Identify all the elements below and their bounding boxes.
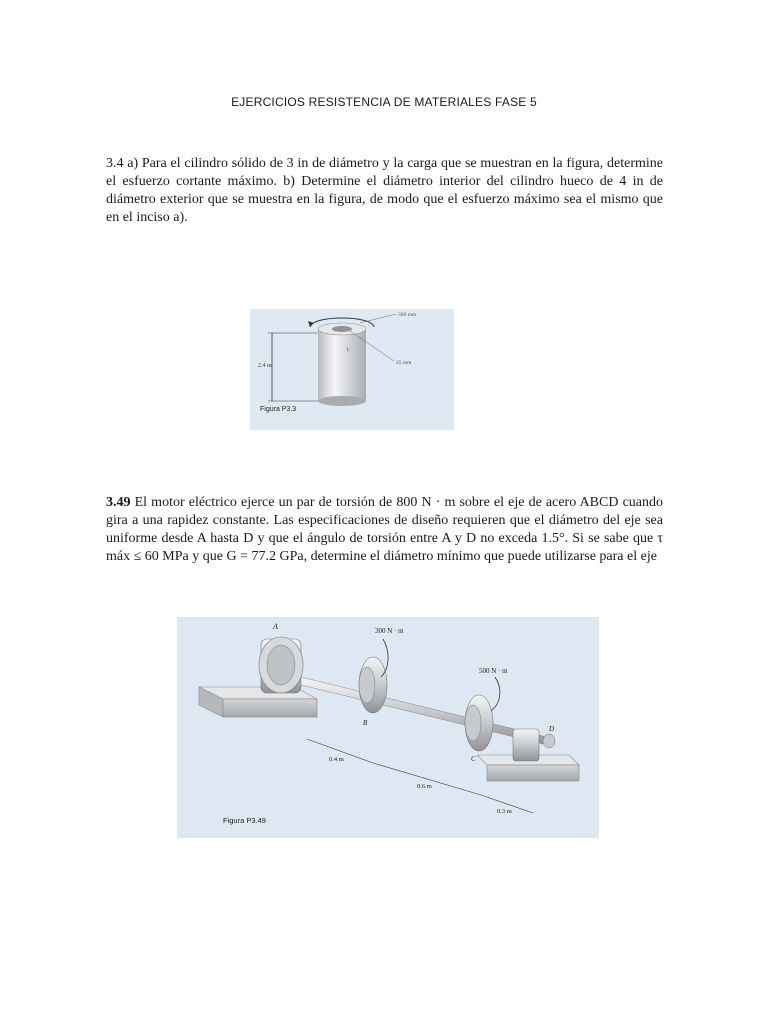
outer-label: 300 mm [398,312,417,318]
dim-bc-line [373,763,481,795]
problem-3-49-text [106,494,663,566]
label-b: B [363,719,368,727]
problem-body: El motor eléctrico ejerce un par de torsión de 800 N · m sobre el eje de acero ABCD cuando gira a una rapidez constante. Las especificaciones de diseño requieren que el diámetro del eje sea uniforme desde A hasta D y que el ángulo de torsión entre A y D no exceda 1.5°. Si se sabe que τ máx ≤ 60 MPa y que G = 77.2 GPa, determine el diámetro mínimo que puede utilizarse para el eje [106,495,663,564]
figure-p3-49 [177,617,599,838]
dim-ab-label: 0.4 m [329,756,344,763]
label-c: C [471,755,476,763]
label-a: A [273,622,278,631]
torque-c-arrow [491,677,500,711]
inner-label: 45 mm [396,360,412,366]
page-title: EJERCICIOS RESISTENCIA DE MATERIALES FASE 5 [231,95,537,109]
cylinder-body [318,329,366,401]
bearing-block [513,729,539,761]
cylinder-diagram [250,309,454,430]
problem-number: 3.49 [106,495,131,510]
figure-caption: Figura P3.3 [260,406,297,413]
shaft-diagram [177,617,599,838]
figure-p3-3 [250,309,454,430]
torque-c-label: 500 N · m [479,667,508,675]
figure-caption-2: Figura P3.49 [223,816,266,825]
problem-3-4-text: 3.4 a) Para el cilindro sólido de 3 in de diámetro y la carga que se muestran en la figura, determine el esfuerzo cortante máximo. b) Determine el diámetro interior del cilindro hueco de 4 in de diámetro exterior que se muestra en la figura, de modo que el esfuerzo máximo sea el mismo que en el inciso a). [106,156,663,225]
gear-b-hub [359,667,375,703]
leader-outer [360,314,396,323]
motor-base-front [223,699,317,717]
t-label: t [347,347,349,353]
cylinder-bore [332,326,352,332]
height-label: 2.4 m [258,363,272,369]
shaft [301,677,547,745]
torque-arrowhead [308,321,314,327]
motor-inner [267,645,295,685]
dim-bc-label: 0.6 m [417,783,432,790]
bearing-base-front [487,765,579,781]
label-d: D [549,725,555,733]
gear-c-hub [465,705,481,741]
dim-cd-label: 0.3 m [497,808,512,815]
cylinder-base [318,396,366,406]
torque-b-label: 300 N · m [375,627,404,635]
shaft-end [543,734,555,748]
